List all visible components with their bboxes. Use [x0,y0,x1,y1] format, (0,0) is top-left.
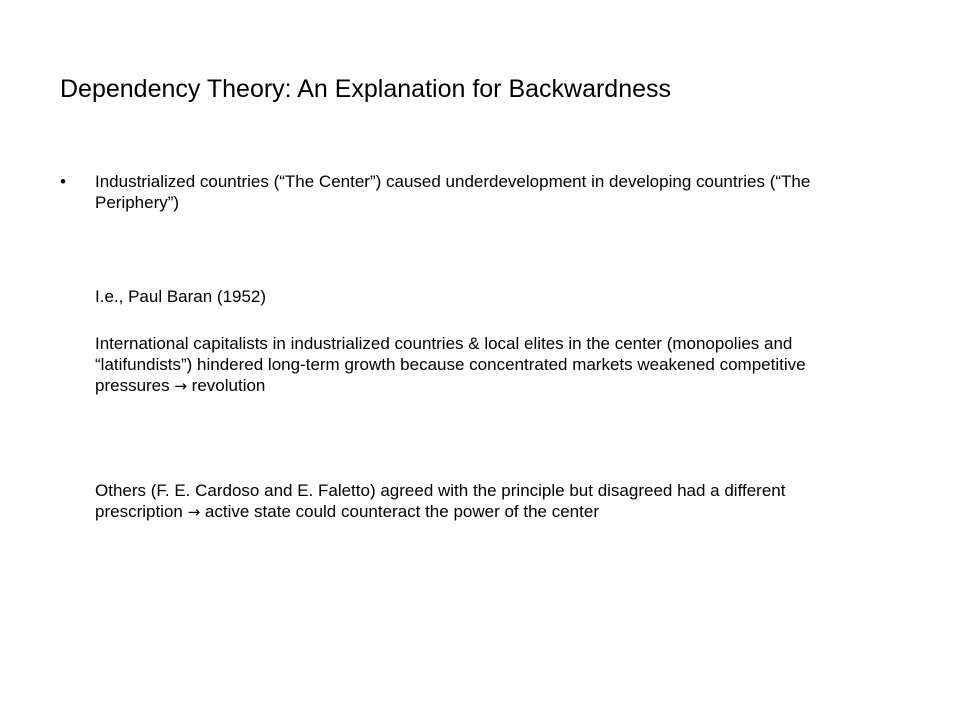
arrow-right-icon: → [174,377,187,395]
bullet-icon: • [60,172,66,191]
paragraph-baran-detail [95,333,865,397]
paragraph-text: active state could counteract the power of the center [200,502,599,521]
paragraph-text: Others (F. E. Cardoso and E. Faletto) agreed with the principle but disagreed had a different prescription [95,481,786,521]
slide-title: Dependency Theory: An Explanation for Backwardness [60,75,672,103]
paragraph-baran-heading: I.e., Paul Baran (1952) [95,287,267,306]
paragraph-cardoso-faletto [95,480,865,523]
bullet-text: Industrialized countries (“The Center”) caused underdevelopment in developing countries (“The Periphery”) [95,172,811,212]
paragraph-text: International capitalists in industrialized countries & local elites in the center (monopolies and “latifundists”) hindered long-term growth because concentrated markets weakened competitive pressures [95,334,806,395]
paragraph-text: revolution [186,376,266,395]
arrow-right-icon: → [187,503,201,521]
